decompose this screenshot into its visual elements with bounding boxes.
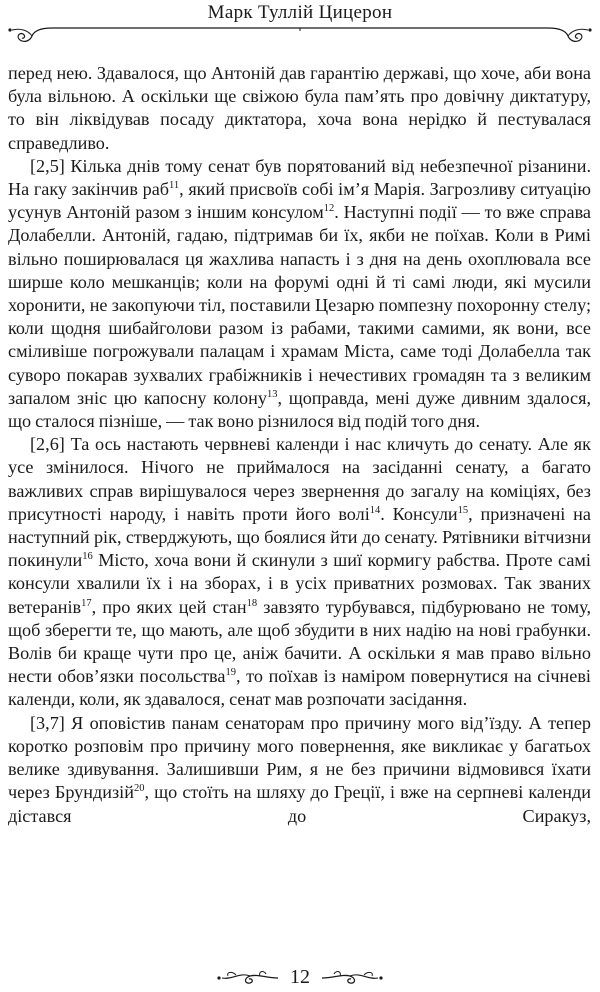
paragraph <box>8 62 591 155</box>
footnote-ref: 11 <box>169 179 180 191</box>
paragraph <box>8 712 591 828</box>
footnote-ref: 16 <box>82 551 93 563</box>
footnote-ref: 12 <box>323 203 335 215</box>
text-run: . Наступні події — то вже справа Долабелли. Антоній, гадаю, підтримав би їх, якби не поїхав. Коли в Римі вільно поширювалася ця жахлива напасть і з дня на день охоплювала все ширше коло мешканців; коли на форумі одні й ті самі люди, які мусили хоронити, не закопуючи тіл, поставили Цезарю помпезну похоронну стелу; коли щодня шибайголови разом із рабами, такими самими, як вони, все сміливіше погрожували палацам і храмам Міста, саме тоді Долабелла так суворо покарав зухвалих грабіжників і нечестивих громадян та з великим запалом зніс цю капосну колону <box>8 202 591 408</box>
text-run: [2,6] Та ось настають червневі календи і нас кличуть до сенату. Але як усе змінилося. Нічого не приймалося на засіданні сенату, а багато важливих справ вирішувалося через звернення до загалу на коміціях, без присутності народу, і навіть проти його волі <box>8 434 591 524</box>
text-run: , призначені на наступний рік, стверджують, що боялися йти до сенату. Рятівники вітчизни покинули <box>8 503 591 571</box>
footnote-ref: 19 <box>225 667 236 679</box>
header-ornament-rule <box>0 22 600 48</box>
text-run: Місто, хоча вони й скинули з шиї кормигу рабства. Проте самі консули хвалили їх і на зборах, і в усіх приватних розмовах. Так званих ветеранів <box>8 550 591 617</box>
text-run: , про яких цей стан <box>91 596 247 617</box>
running-head-title: Марк Туллій Цицерон <box>207 2 393 23</box>
page-footer <box>0 958 600 992</box>
footnote-ref: 18 <box>246 597 258 609</box>
page-number: 12 <box>290 966 310 988</box>
running-head <box>0 0 600 60</box>
text-run: перед нею. Здавалося, що Антоній дав гарантію державі, що хоче, аби вона була вільною. А оскільки ще свіжою була пам’ять про довічну диктатуру, то він ліквідував посаду диктатора, хоча вона нерідко й пестувалася справедливо. <box>8 63 591 153</box>
footnote-ref: 13 <box>266 388 278 400</box>
text-run: , то поїхав із наміром повернутися на січневі календи, коли, як здавалося, сенат мав розпочати засідання. <box>8 666 591 710</box>
paragraph <box>8 433 591 711</box>
body-text <box>8 62 591 828</box>
text-run: , щоправда, мені дуже дивним здалося, що сталося пізніше, — так воно різнилося від подій того дня. <box>8 387 592 432</box>
footnote-ref: 17 <box>81 597 92 609</box>
paragraph <box>8 155 591 433</box>
text-run: . Консули <box>380 503 458 524</box>
text-run: , який присвоїв собі ім’я Марія. Загрозливу ситуацію усунув Антоній разом з іншим консулом <box>8 179 591 223</box>
text-run: [3,7] Я оповістив панам сенаторам про причину мого від’їзду. А тепер коротко розповім про причину мого повернення, яке викликає у багатьох велике здивування. Залишивши Рим, я не без причини відмовився їхати через Брундизій <box>8 712 591 803</box>
footnote-ref: 15 <box>457 504 469 516</box>
text-run: , що стоїть на шляху до Греції, і вже на серпневі календи дістався до Сиракуз, <box>8 782 592 826</box>
footnote-ref: 20 <box>133 783 145 795</box>
text-run: [2,5] Кілька днів тому сенат був порятований від небезпечної різанини. На гаку закінчив раб <box>8 155 591 200</box>
footnote-ref: 14 <box>369 504 381 516</box>
text-run: завзято турбувався, підбурювано не тому, щоб зберегти те, що мають, але щоб збудити в них надію на нові грабунки. Волів би краще чути про це, аніж бачити. А оскільки я мав право вільно нести обов’язки посольства <box>8 596 591 687</box>
